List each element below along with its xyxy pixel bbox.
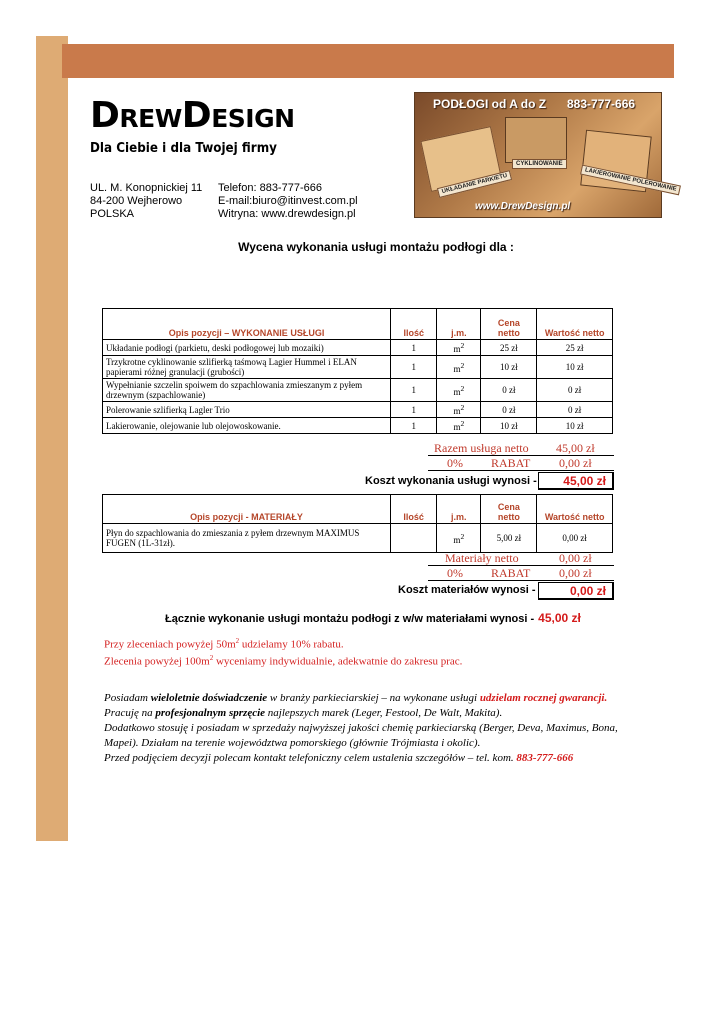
row-unit: [437, 402, 481, 418]
row-desc: Układanie podłogi (parkietu, deski podłogowej lub mozaiki): [103, 340, 391, 356]
promo-tag-cyclinowanie: CYKLINOWANIE: [512, 159, 567, 169]
logo-text: ESIGN: [211, 104, 295, 133]
row-value: 25 zł: [537, 340, 613, 356]
unit-text: m: [453, 422, 461, 432]
unit-sup: 2: [460, 341, 465, 350]
company-tagline: Dla Ciebie i dla Twojej firmy: [90, 141, 277, 156]
description-text: najlepszych marek (Leger, Festool, De Walt, Makita).: [265, 707, 503, 719]
logo-text: REW: [119, 104, 182, 133]
materials-discount-label: RABAT: [491, 566, 531, 580]
row-unit: [437, 524, 481, 553]
quote-heading-text: Wycena wykonania usługi montażu podłogi dla :: [238, 240, 514, 254]
promo-tag-lakierowanie: LAKIEROWANIE POLEROWANIE: [580, 165, 681, 196]
row-price: 0 zł: [481, 379, 537, 402]
header-price: [481, 309, 537, 340]
header-unit: j.m.: [437, 309, 481, 340]
grand-total-value: 45,00 zł: [538, 611, 581, 625]
unit-sup: 2: [460, 360, 465, 370]
row-qty: 1: [391, 379, 437, 402]
services-discount-label: RABAT: [491, 456, 531, 470]
table-row: [103, 524, 613, 553]
materials-total-value: 0,00 zł: [538, 582, 614, 600]
description-emphasis: wieloletnie doświadczenie: [150, 692, 268, 704]
promo-tag-ukladanie: UKŁADANIE PARKIETU: [437, 170, 512, 198]
header-desc: Opis pozycji - MATERIAŁY: [103, 495, 391, 524]
row-price: 5,00 zł: [481, 524, 537, 553]
unit-text: m: [453, 363, 461, 374]
decorative-side-strip: [36, 36, 68, 841]
header-unit: j.m.: [437, 495, 481, 524]
materials-discount-value: 0,00 zł: [559, 566, 592, 580]
header-desc: Opis pozycji – WYKONANIE USŁUGI: [103, 309, 391, 340]
note-text: Przy zleceniach powyżej 50m: [104, 638, 236, 651]
promo-phone: 883-777-666: [567, 97, 636, 111]
row-value: 0 zł: [537, 379, 613, 402]
row-unit: [437, 340, 481, 356]
header-price-line2: netto: [497, 328, 520, 338]
note-sup: 2: [209, 654, 214, 662]
materials-total-label: Koszt materiałów wynosi -: [398, 584, 536, 596]
services-discount-value: 0,00 zł: [559, 456, 592, 470]
row-value: 10 zł: [537, 356, 613, 379]
row-price: 10 zł: [481, 356, 537, 379]
contact-phone: Telefon: 883-777-666: [218, 182, 322, 194]
row-price: 25 zł: [481, 340, 537, 356]
description-text: w branży parkieciarskiej – na wykonane usługi: [267, 692, 480, 704]
address-country: POLSKA: [90, 208, 135, 220]
services-subtotal-label: Razem usługa netto: [434, 441, 529, 455]
row-qty: 1: [391, 418, 437, 434]
discount-note: [104, 637, 344, 651]
services-discount-pct: 0%: [447, 456, 463, 470]
description-text: Posiadam: [104, 692, 151, 704]
services-subtotal-value: 45,00 zł: [556, 441, 595, 455]
header-price-line1: Cena: [497, 318, 520, 328]
row-unit: [437, 418, 481, 434]
row-value: 10 zł: [537, 418, 613, 434]
header-price: [481, 495, 537, 524]
address-city: 84-200 Wejherowo: [90, 195, 183, 207]
individual-pricing-note: [104, 654, 462, 668]
description-line: [104, 706, 634, 721]
address-street: UL. M. Konopnickiej 11: [90, 182, 203, 194]
table-row: [103, 418, 613, 434]
unit-sup: 2: [460, 531, 465, 541]
row-qty: 1: [391, 402, 437, 418]
description-line: [104, 751, 634, 766]
company-address: [90, 182, 202, 221]
decorative-top-band: [62, 44, 674, 78]
description-line: [104, 691, 634, 706]
table-header-row: [103, 309, 613, 340]
materials-subtotal-label: Materiały netto: [445, 551, 519, 565]
header-price-line2: netto: [497, 512, 520, 522]
divider: [428, 470, 614, 471]
warranty-highlight: udzielam rocznej gwarancji.: [479, 692, 608, 704]
note-text: wyceniamy indywidualnie, adekwatnie do zakresu prac.: [213, 655, 463, 668]
description-text: Pracuję na: [104, 707, 156, 719]
floor-plank-graphic: [505, 117, 567, 163]
row-qty: 1: [391, 356, 437, 379]
divider: [428, 580, 614, 581]
unit-sup: 2: [460, 419, 465, 428]
note-sup: 2: [235, 637, 240, 645]
header-qty: Ilość: [391, 309, 437, 340]
materials-table: [102, 494, 613, 553]
unit-text: m: [453, 406, 461, 416]
description-line: Dodatkowo stosuję i posiadam w sprzedaży najwyższej jakości chemię parkieciarską (Berger, Deva, Maximus, Bona, Mapei). Działam na terenie województwa pomorskiego (głównie Trójmiasta i okolic).: [104, 722, 618, 749]
table-row: [103, 340, 613, 356]
company-description: [104, 691, 634, 766]
grand-total: [165, 611, 581, 625]
unit-sup: 2: [460, 383, 465, 393]
row-desc: Polerowanie szlifierką Lagler Trio: [103, 402, 391, 418]
description-emphasis: profesjonalnym sprzęcie: [155, 707, 266, 719]
promo-title: PODŁOGI od A do Z: [433, 97, 547, 111]
description-text: Przed podjęciem decyzji polecam kontakt telefoniczny celem ustalenia szczegółów – tel. kom.: [104, 752, 517, 764]
note-text: Zlecenia powyżej 100m: [104, 655, 210, 668]
row-price: 10 zł: [481, 418, 537, 434]
table-row: [103, 379, 613, 402]
table-header-row: [103, 495, 613, 524]
company-contact: [218, 182, 358, 221]
materials-subtotal-value: 0,00 zł: [559, 551, 592, 565]
row-desc: Wypełnianie szczelin spoiwem do szpachlowania zmieszanym z pyłem drzewnym (szpachlowanie): [103, 379, 391, 402]
row-value: 0,00 zł: [537, 524, 613, 553]
contact-website[interactable]: Witryna: www.drewdesign.pl: [218, 208, 356, 220]
logo-letter: D: [90, 95, 120, 136]
row-value: 0 zł: [537, 402, 613, 418]
row-desc: Płyn do szpachlowania do zmieszania z pyłem drzewnym MAXIMUS FUGEN (1L-31zł).: [103, 524, 391, 553]
table-row: [103, 356, 613, 379]
materials-discount-pct: 0%: [447, 566, 463, 580]
header-qty: Ilość: [390, 495, 436, 524]
row-price: 0 zł: [481, 402, 537, 418]
unit-text: m: [453, 534, 461, 545]
phone-highlight: 883-777-666: [516, 752, 574, 764]
promo-url: www.DrewDesign.pl: [475, 201, 571, 212]
row-desc: Lakierowanie, olejowanie lub olejowoskowanie.: [103, 418, 391, 434]
row-qty: [390, 524, 436, 553]
header-value: Wartość netto: [537, 309, 613, 340]
note-text: udzielamy 10% rabatu.: [239, 638, 344, 651]
company-logo: [90, 95, 295, 136]
grand-total-label: Łącznie wykonanie usługi montażu podłogi z w/w materiałami wynosi -: [165, 613, 535, 625]
logo-letter: D: [181, 95, 212, 136]
unit-sup: 2: [460, 403, 465, 412]
services-total-value: 45,00 zł: [538, 472, 614, 490]
row-desc: Trzykrotne cyklinowanie szlifierką taśmową Lagier Hummel i ELAN papierami różnej granulacji (grubości): [103, 356, 391, 379]
quote-heading: [0, 240, 724, 254]
contact-email[interactable]: E-mail:biuro@itinvest.com.pl: [218, 195, 358, 207]
header-value: Wartość netto: [537, 495, 613, 524]
row-unit: [437, 356, 481, 379]
header-price-line1: Cena: [497, 502, 520, 512]
unit-text: m: [453, 386, 461, 397]
promo-banner-image: [414, 92, 677, 218]
table-row: [103, 402, 613, 418]
services-total-label: Koszt wykonania usługi wynosi -: [365, 475, 537, 487]
unit-text: m: [453, 344, 461, 354]
services-table: [102, 308, 613, 434]
row-unit: [437, 379, 481, 402]
row-qty: 1: [391, 340, 437, 356]
